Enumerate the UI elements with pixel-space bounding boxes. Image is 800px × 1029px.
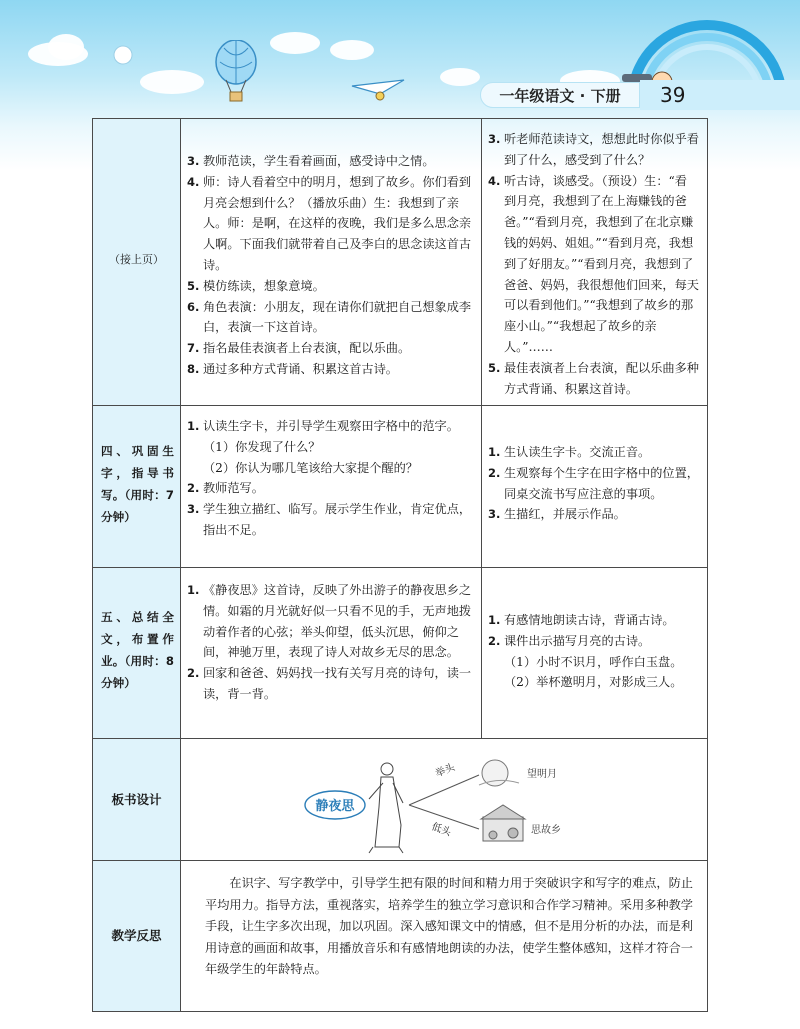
list-item: 1. 有感情地朗读古诗，背诵古诗。 [488,613,675,627]
stage-cell [93,739,181,860]
stage-label: 四、巩固生字，指导书写。（用时：7分钟） [101,444,174,524]
list-item: 2. 回家和爸爸、妈妈找一找有关写月亮的诗句，读一读，背一背。 [187,666,472,701]
student-activity-list [488,610,699,693]
cloud-decoration [330,40,374,60]
stage-cell [93,119,181,405]
upper-branch-label: 举头 [434,762,457,780]
list-item: 3. 听老师范读诗文，想想此时你似乎看到了什么，感受到了什么？ [488,132,699,167]
cloud-decoration [440,68,480,86]
list-subitem: （1）小时不识月，呼作白玉盘。 [504,654,683,669]
list-item: 5. 模仿练读，想象意境。 [187,278,325,293]
stage-label: 五、总结全文，布置作业。（用时：8分钟） [101,610,174,690]
table-row-continued [93,119,707,406]
hometown-illustration [481,805,525,841]
teacher-activity-list [187,416,473,541]
student-activity-cell [482,568,707,738]
list-item: 6. 角色表演：小朋友，现在请你们就把自己想象成李白，表演一下这首诗。 [187,299,472,335]
list-subitem: （1）你发现了什么？ [203,439,321,454]
board-design-label: 板书设计 [111,792,162,807]
list-item: 7. 指名最佳表演者上台表演，配以乐曲。 [187,341,411,356]
table-row-board-design [93,739,707,861]
board-title: 静夜思 [315,799,355,814]
student-activity-list [488,442,699,525]
book-title: 一年级语文 · 下册 [480,82,640,108]
lower-branch-label: 低头 [429,821,453,839]
teacher-activity-cell [181,568,482,738]
teacher-activity-list [187,151,473,380]
student-activity-cell [482,119,707,405]
list-item: 4. 师：诗人看着空中的明月，想到了故乡。你们看到月亮会想到什么？（播放乐曲）生：我想到了亲人。师：是啊，在这样的夜晚，我们是多么思念亲人啊。下面我们就带着自己及李白的思念读这首古诗。 [187,174,472,272]
list-subitem: （2）你认为哪几笔该给大家提个醒的？ [203,460,418,475]
page-number: 39 [640,80,800,110]
cloud-decoration [140,70,204,94]
student-activity-cell [482,406,707,567]
moon-illustration [482,760,508,786]
reflection-text: 在识字、写字教学中，引导学生把有限的时间和精力用于突破识字和写字的难点，防止平均用力。指导方法，重视落实，培养学生的独立学习意识和合作学习精神。采用多种教学手段，让生字多次出现，加以巩固。深入感知课文中的情感，但不是用分析的办法，而是利用诗意的画面和故事，用播放音乐和有感情地朗读的办法，使学生整体感知，这样才符合一年级学生的年龄特点。 [205,876,693,976]
table-row-step-five [93,568,707,739]
table-row-reflection [93,861,707,1011]
list-item: 2. 课件出示描写月亮的古诗。 [488,633,651,648]
lower-result-label: 思故乡 [531,825,561,836]
stage-cell [93,568,181,738]
list-item: 8. 通过多种方式背诵、积累这首古诗。 [187,361,398,376]
stage-cell [93,861,181,1011]
list-item: 2. 生观察每个生字在田字格中的位置，同桌交流书写应注意的事项。 [488,465,699,501]
sun-icon [112,44,134,66]
table-row-step-four [93,406,707,568]
teacher-activity-cell [181,119,482,405]
list-item: 3. 生描红，并展示作品。 [488,507,626,522]
list-item: 2. 教师范写。 [187,481,264,496]
board-design-cell [181,739,707,860]
lesson-plan-table [92,118,708,1012]
stage-label: （接上页） [109,253,164,266]
list-item: 3. 学生独立描红、临写。展示学生作业，肯定优点，指出不足。 [187,502,472,537]
list-item: 1. 《静夜思》这首诗，反映了外出游子的静夜思乡之情。如霜的月光就好似一只看不见的手，无声地拨动着作者的心弦；举头仰望，低头沉思，俯仰之间，神驰万里，表现了诗人对故乡无尽的思念。 [187,583,472,660]
list-item: 1. 生认读生字卡。交流正音。 [488,445,651,459]
hot-air-balloon-icon [212,40,260,104]
list-item: 3. 教师范读，学生看着画面，感受诗中之情。 [187,154,435,168]
glider-kite-icon [350,76,406,106]
upper-result-label: 望明月 [527,769,557,780]
upper-branch-line [409,775,479,805]
reflection-label: 教学反思 [111,928,162,943]
teacher-activity-cell [181,406,482,567]
board-design-diagram [299,747,599,857]
teacher-activity-list [187,580,473,705]
list-subitem: （2）举杯邀明月，对影成三人。 [504,675,683,690]
reflection-cell [181,861,707,1011]
list-item: 1. 认读生字卡，并引导学生观察田字格中的范字。 [187,419,459,433]
poet-figure-illustration [369,763,403,853]
stage-cell [93,406,181,567]
list-item: 5. 最佳表演者上台表演，配以乐曲多种方式背诵、积累这首诗。 [488,360,699,396]
cloud-decoration [270,32,320,54]
cloud-decoration [48,34,84,60]
student-activity-list [488,129,699,399]
list-item: 4. 听古诗，谈感受。（预设）生：“看到月亮，我想到了在上海赚钱的爸爸。”“看到月亮，我想到了在北京赚钱的妈妈、姐姐。”“看到月亮，我想到了好朋友。”“看到月亮，我想到了爸爸、妈妈，我很想他们回来，每天可以看到他们。”“我想到了故乡的那座小山。”“我想起了故乡的亲人。”…… [488,173,699,354]
